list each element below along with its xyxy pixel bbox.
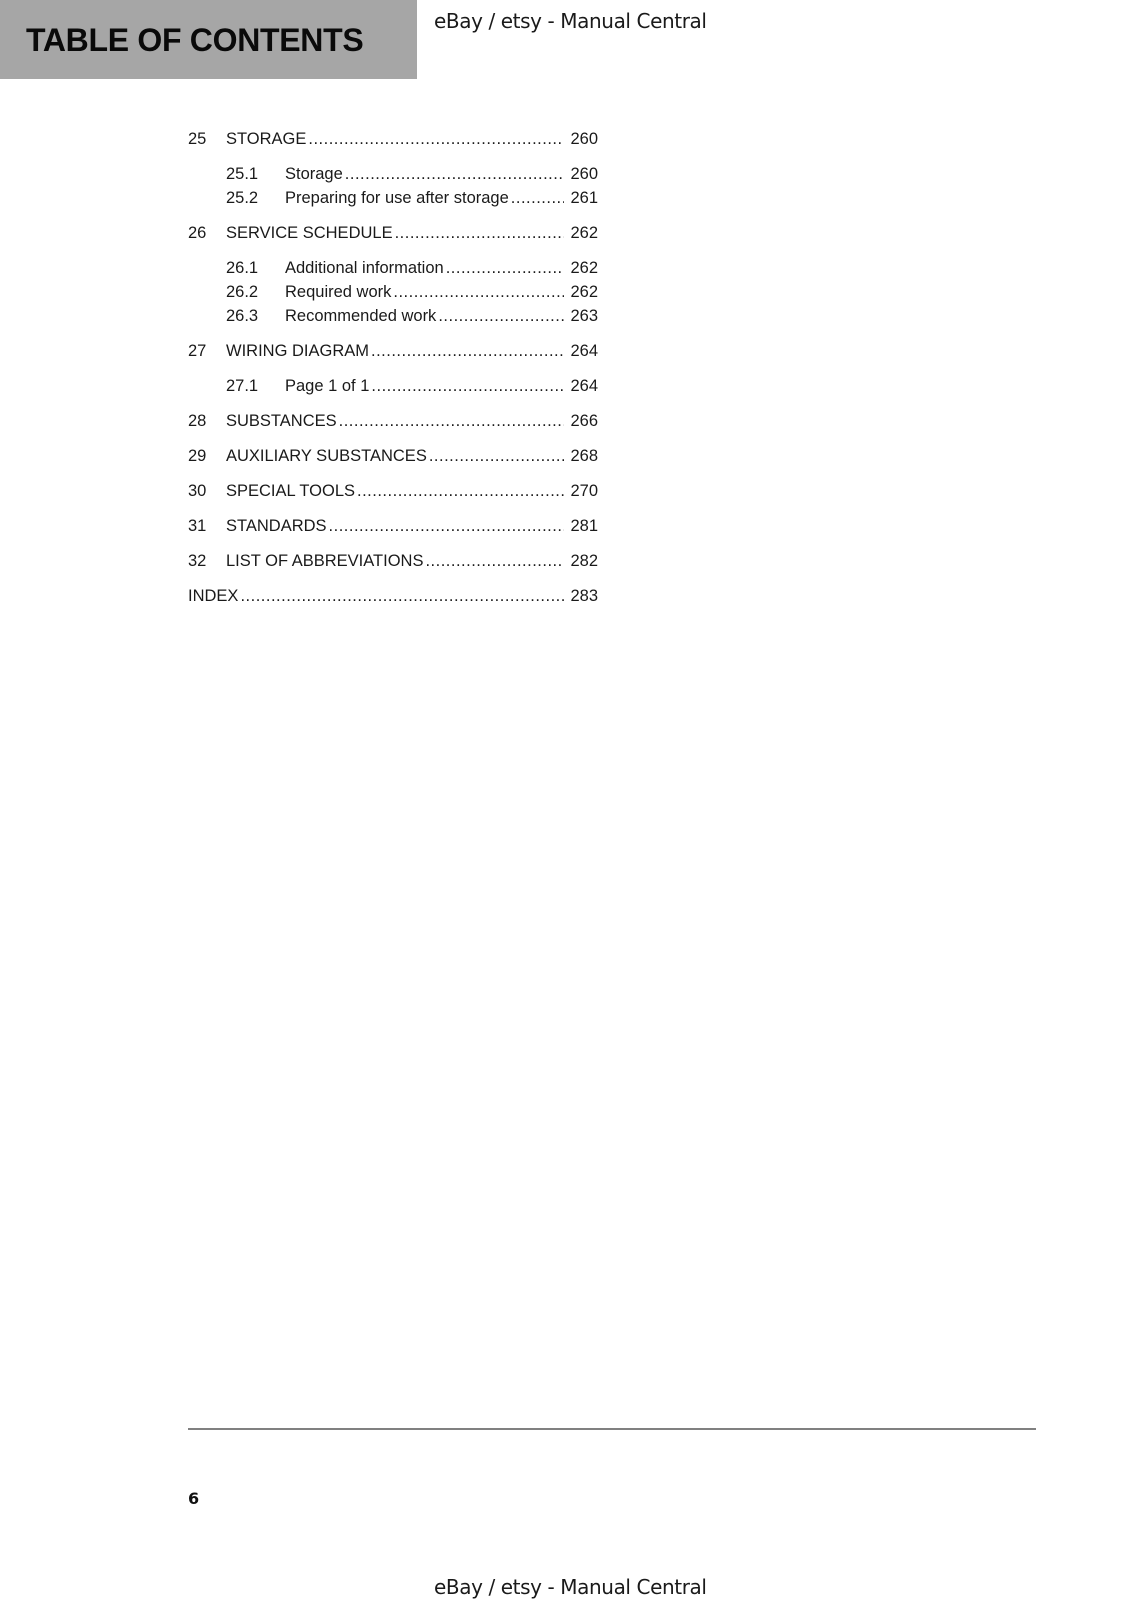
- dot-leader: [345, 163, 564, 185]
- toc-page: 266: [570, 412, 598, 430]
- footer-divider: [188, 1428, 1036, 1430]
- toc-number: 28: [188, 412, 207, 430]
- toc-page: 262: [570, 283, 598, 301]
- toc-entry-standards[interactable]: [188, 515, 598, 537]
- toc-page: 262: [570, 224, 598, 242]
- toc-number: 30: [188, 482, 207, 500]
- toc-label: SPECIAL TOOLS: [226, 482, 356, 500]
- toc-number: 26: [188, 224, 207, 242]
- toc-label: Required work: [285, 283, 392, 301]
- toc-number: 25.1: [226, 165, 259, 183]
- toc-page: 260: [570, 165, 598, 183]
- dot-leader: [240, 585, 564, 607]
- toc-page: 264: [570, 342, 598, 360]
- dot-leader: [438, 305, 564, 327]
- dot-leader: [446, 257, 564, 279]
- toc-number: 27: [188, 342, 207, 360]
- dot-leader: [393, 281, 564, 303]
- toc-label: Page 1 of 1: [285, 377, 370, 395]
- toc-entry-index[interactable]: [188, 585, 598, 607]
- toc-label: Additional information: [285, 259, 444, 277]
- toc-page: 282: [570, 552, 598, 570]
- toc-entry-storage-sub[interactable]: [188, 163, 598, 185]
- toc-number: 26.3: [226, 307, 259, 325]
- toc-entry-service-schedule[interactable]: [188, 222, 598, 244]
- toc-page: 262: [570, 259, 598, 277]
- toc-label: STANDARDS: [226, 517, 327, 535]
- toc-page: 260: [570, 130, 598, 148]
- toc-entry-auxiliary-substances[interactable]: [188, 445, 598, 467]
- toc-entry-required-work[interactable]: [188, 281, 598, 303]
- toc-label: SERVICE SCHEDULE: [226, 224, 393, 242]
- dot-leader: [425, 550, 564, 572]
- toc-entry-substances[interactable]: [188, 410, 598, 432]
- dot-leader: [371, 340, 564, 362]
- toc-label: AUXILIARY SUBSTANCES: [226, 447, 427, 465]
- toc-number: 25: [188, 130, 207, 148]
- toc-number: 26.2: [226, 283, 259, 301]
- toc-entry-list-of-abbreviations[interactable]: [188, 550, 598, 572]
- dot-leader: [429, 445, 564, 467]
- page-number: 6: [188, 1489, 200, 1508]
- toc-number: 26.1: [226, 259, 259, 277]
- dot-leader: [511, 187, 564, 209]
- toc-number: 32: [188, 552, 207, 570]
- toc-label: LIST OF ABBREVIATIONS: [226, 552, 424, 570]
- toc-label: Recommended work: [285, 307, 437, 325]
- toc-entry-page-1-of-1[interactable]: [188, 375, 598, 397]
- toc-label: STORAGE: [226, 130, 307, 148]
- toc-page: 281: [570, 517, 598, 535]
- watermark-bottom: eBay / etsy - Manual Central: [434, 1575, 707, 1599]
- toc-label: INDEX: [188, 587, 239, 605]
- toc-page: 283: [570, 587, 598, 605]
- header-band: [0, 0, 417, 79]
- toc-number: 29: [188, 447, 207, 465]
- toc-entry-additional-information[interactable]: [188, 257, 598, 279]
- page-title: TABLE OF CONTENTS: [26, 22, 364, 58]
- toc-label: Storage: [285, 165, 343, 183]
- toc-number: 25.2: [226, 189, 259, 207]
- dot-leader: [339, 410, 564, 432]
- toc-page: 263: [570, 307, 598, 325]
- toc-entry-recommended-work[interactable]: [188, 305, 598, 327]
- dot-leader: [329, 515, 564, 537]
- dot-leader: [308, 128, 564, 150]
- toc-label: Preparing for use after storage: [285, 189, 509, 207]
- toc-page: 261: [570, 189, 598, 207]
- toc-page: 268: [570, 447, 598, 465]
- dot-leader: [357, 480, 564, 502]
- dot-leader: [371, 375, 564, 397]
- toc-entry-special-tools[interactable]: [188, 480, 598, 502]
- toc-label: WIRING DIAGRAM: [226, 342, 369, 360]
- toc-number: 31: [188, 517, 207, 535]
- watermark-top: eBay / etsy - Manual Central: [434, 9, 707, 33]
- toc-label: SUBSTANCES: [226, 412, 337, 430]
- dot-leader: [395, 222, 564, 244]
- toc-page: 270: [570, 482, 598, 500]
- toc-page: 264: [570, 377, 598, 395]
- toc-entry-storage[interactable]: [188, 128, 598, 150]
- toc-entry-wiring-diagram[interactable]: [188, 340, 598, 362]
- toc-number: 27.1: [226, 377, 259, 395]
- toc-entry-preparing-after-storage[interactable]: [188, 187, 598, 209]
